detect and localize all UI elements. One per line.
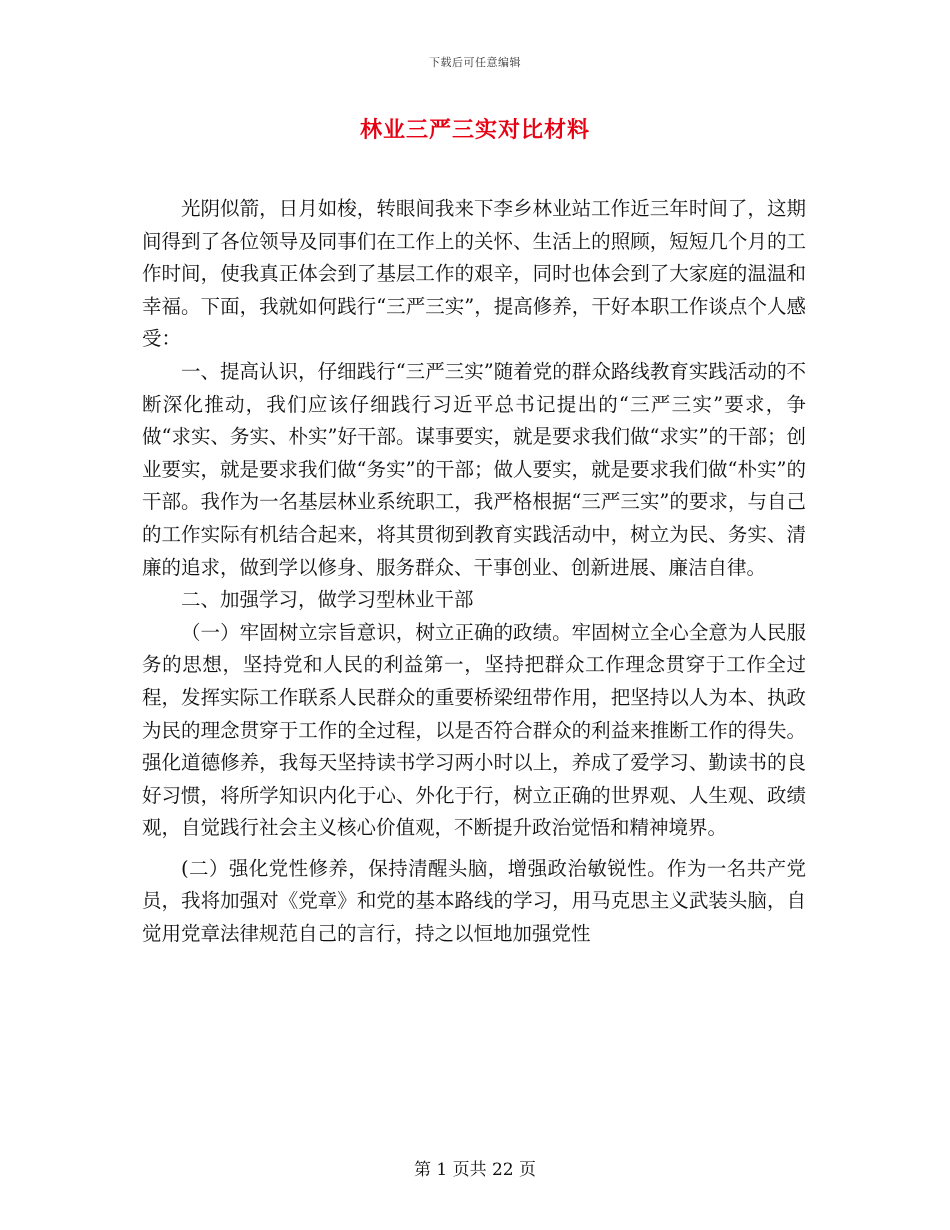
paragraph-subsection-1: （一）牢固树立宗旨意识，树立正确的政绩。牢固树立全心全意为人民服务的思想，坚持党和人民的利益第一，坚持把群众工作理念贯穿于工作全过程，发挥实际工作联系人民群众的重要桥梁纽带作用，把坚持以人为本、执政为民的理念贯穿于工作的全过程，以是否符合群众的利益来推断工作的得失。强化道德修养，我每天坚持读书学习两小时以上，养成了爱学习、勤读书的良好习惯，将所学知识内化于心、外化于行，树立正确的世界观、人生观、政绩观，自觉践行社会主义核心价值观，不断提升政治觉悟和精神境界。 <box>142 620 806 840</box>
page-number: 第 1 页共 22 页 <box>413 1160 537 1180</box>
paragraph-section-2-heading: 二、加强学习，做学习型林业干部 <box>181 588 474 612</box>
paragraph-section-1: 一、提高认识，仔细践行“三严三实”随着党的群众路线教育实践活动的不断深化推动，我们应该仔细践行习近平总书记提出的“三严三实”要求，争做“求实、务实、朴实”好干部。谋事要实，就是要求我们做“求实”的干部；创业要实，就是要求我们做“务实”的干部；做人要实，就是要求我们做“朴实”的干部。我作为一名基层林业系统职工，我严格根据“三严三实”的要求，与自己的工作实际有机结合起来，将其贯彻到教育实践活动中，树立为民、务实、清廉的追求，做到学以修身、服务群众、干事创业、创新进展、廉洁自律。 <box>142 359 806 579</box>
page-header-note: 下载后可任意编辑 <box>429 56 521 69</box>
document-title: 林业三严三实对比材料 <box>359 117 590 143</box>
paragraph-intro: 光阴似箭，日月如梭，转眼间我来下李乡林业站工作近三年时间了，这期间得到了各位领导及同事们在工作上的关怀、生活上的照顾，短短几个月的工作时间，使我真正体会到了基层工作的艰辛，同时也体会到了大家庭的温温和幸福。下面，我就如何践行“三严三实”，提高修养，干好本职工作谈点个人感受： <box>142 197 806 351</box>
document-body <box>142 193 806 951</box>
paragraph-subsection-2: (二）强化党性修养，保持清醒头脑，增强政治敏锐性。作为一名共产党员，我将加强对《党章》和党的基本路线的学习，用马克思主义武装头脑，自觉用党章法律规范自己的言行，持之以恒地加强党性 <box>142 856 806 946</box>
